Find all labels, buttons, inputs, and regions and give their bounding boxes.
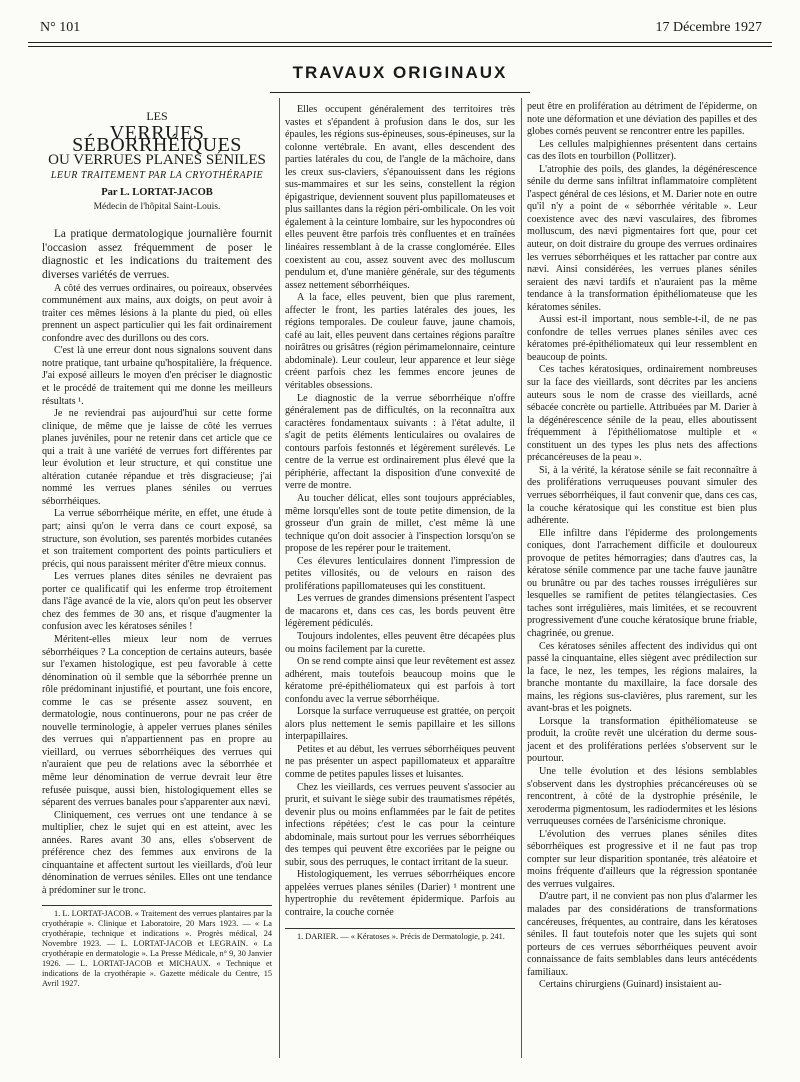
section-title: TRAVAUX ORIGINAUX — [292, 63, 508, 82]
footnote: 1. DARIER. — « Kératoses ». Précis de Dermatologie, p. 241. — [297, 931, 505, 941]
paragraph: Chez les vieillards, ces verrues peuvent s'associer au prurit, et suivant le siège subir des traumatismes répétés, devenir plus ou moins enflammées par le fait de petites infections répétées; c'est le cas pour la ceinture abdominale, mais surtout pour les verrues séborrhéiques des tempes qui peuvent être excoriées par le peigne ou subir, sous des perruques, le contact irritant de la sueur. — [285, 781, 515, 868]
top-rule — [28, 42, 772, 43]
article-affiliation: Médecin de l'hôpital Saint-Louis. — [93, 202, 221, 213]
paragraph: On se rend compte ainsi que leur revêtement est assez adhérent, mais toutefois beaucoup moins que le kératome pré-épithéliomateux qui est parfois à tort confondu avec la verrue séborrhéique. — [285, 656, 515, 705]
paragraph: L'atrophie des poils, des glandes, la dégénérescence sénile du derme sans infiltrat inflammatoire complètent l'aspect général de ces lésions, et M. Darier note en outre qu'il n'y a point de « séborrhée véritable ». Leur coexistence avec des nævi vasculaires, des fibromes molluscum, des nævi pigmentaires fort que, pour cet auteur, on doit distraire du groupe des verrues ordinaires les verrues séborrhéiques et les rattacher par contre aux nævi. Ainsi considérées, les verrues planes séniles seraient des nævi tardifs et n'auraient pas la même tendance à la transformation épithéliomateuse que les kératomes séniles. — [527, 163, 757, 313]
paragraph: Petites et au début, les verrues séborrhéiques peuvent ne pas présenter un aspect papillomateux et apparaître comme de petites papules lisses et luisantes. — [285, 743, 515, 780]
article-subtitle: OU VERRUES PLANES SÉNILES — [48, 151, 266, 168]
paragraph: Lorsque la surface verruqueuse est grattée, on perçoit alors plus nettement le semis papillaire et les sillons interpapillaires. — [285, 706, 515, 743]
paragraph: C'est là une erreur dont nous signalons souvent dans notre pratique, tant urbaine qu'hospitalière, la fréquence. J'ai exposé ailleurs le moyen d'en préciser le diagnostic et le procédé de traitement qui me donne les meilleurs résultats ¹. — [42, 345, 272, 407]
column-1-body — [42, 228, 272, 283]
footnote-rule — [42, 905, 272, 906]
paragraph: Les verrues de grandes dimensions présentent l'aspect de macarons et, dans ces cas, les bords peuvent être légèrement pédiculés. — [285, 593, 515, 630]
column-3 — [527, 101, 757, 992]
paragraph: Ces kératoses séniles affectent des individus qui ont passé la cinquantaine, elles siègent avec prédilection sur la face, le nez, les tempes, les régions malaires, la branche montante du maxillaire, la face dorsale des mains, les régions sus-clavières, plus rarement, sur les avant-bras et les poignets. — [527, 640, 757, 715]
paragraph: Lorsque la transformation épithéliomateuse se produit, la croûte revêt une ulcération du derme sous-jacent et des proliférations perlées s'observent sur le pourtour. — [527, 715, 757, 765]
article-title: VERRUES SÉBORRHÉIQUES — [72, 121, 242, 157]
paragraph: Elles occupent généralement des territoires très vastes et s'épandent à profusion dans le dos, sur les épaules, les régions sus-épineuses, sous-épineuses, sur la colonne vertébrale. En avant, elles descendent des parties latérales du cou, de l'angle de la mâchoire, dans les creux sus-claviers, s'épanouissent dans les régions sus-mammaires et sur les seins, constellent la région épigastrique, deviennent souvent plus papillomateuses et plus saillantes dans la région péri-ombilicale. On les voit également à la ceinture lombaire, sur les hypocondres où elles peuvent être parfois très confluentes et en traînées linéaires ressemblant à de la crasse conglomérée. Elles coexistent au cou, assez souvent avec des molluscum pendulum et, d'une manière générale, sur des téguments assez nettement séborrhéiques. — [285, 104, 515, 291]
paragraph: Au toucher délicat, elles sont toujours appréciables, même lorsqu'elles sont de toute petite dimension, de la grosseur d'un grain de millet, c'est même là une technique qu'on doit associer à l'inspection lorsqu'on se propose de les repérer pour le traitement. — [285, 492, 515, 555]
column-2 — [285, 104, 515, 942]
paragraph: Je ne reviendrai pas aujourd'hui sur cette forme clinique, de même que je laisse de côté les verrues planes juvéniles, pour ne retenir dans cet article que ce qui a trait à une variété de verrues fort différentes par leur évolution et leur structure, et qui constitue une altération cutanée répandue et très disgracieuse; j'ai nommé les verrues planes séniles ou verrues séborrhéiques. — [42, 408, 272, 507]
footnote: 1. L. LORTAT-JACOB. « Traitement des verrues plantaires par la cryothérapie ». Clinique et Laboratoire, 20 Mars 1923. — « La cryothérapie, technique et indications ». Progrès médical, 24 Novembre 1923. — L. LORTAT-JACOB et LEGRAIN. « La cryothérapie en dermatologie ». La Presse Médicale, n° 9, 30 Janvier 1926. — L. LORTAT-JACOB et MICHAUX. « Technique et indications de la cryothérapie ». Gazette médicale du Centre, 15 Avril 1927. — [42, 909, 272, 989]
paragraph: Le diagnostic de la verrue séborrhéique n'offre généralement pas de difficultés, on la reconnaîtra aux caractères fondamentaux suivants : à l'état adulte, il s'agit de petits éléments lenticulaires ou ovalaires de contours parfois festonnés et légèrement surélevés. Le centre de la verrue est ordinairement plus élevé que la périphérie, affectant la disposition d'une convexité de verre de montre. — [285, 392, 515, 492]
paragraph: Ces élevures lenticulaires donnent l'impression de petites villosités, ou de velours en raison des proliférations papillomateuses qui les constituent. — [285, 555, 515, 592]
footnote-rule — [285, 928, 515, 929]
paragraph: peut être en prolifération au détriment de l'épiderme, on note une déformation et une déviation des papilles et des globes cornés peuvent se rencontrer entre les papilles. — [527, 101, 757, 138]
paragraph: Histologiquement, les verrues séborrhéiques encore appelées verrues planes séniles (Darier) ¹ montrent une hypertrophie du revêtement épidermique. Parfois au contraire, la couche cornée — [285, 869, 515, 918]
paragraph: L'évolution des verrues planes séniles dites séborrhéiques est progressive et il ne faut pas trop compter sur leur disparition spontanée, très aléatoire et moins fréquente d'ailleurs que la régression spontanée des verrues vulgaires. — [527, 828, 757, 890]
paragraph: Aussi est-il important, nous semble-t-il, de ne pas confondre de telles verrues planes séniles avec ces kératomes pré-épithéliomateux qui leur ressemblent en beaucoup de points. — [527, 314, 757, 363]
paragraph: Cliniquement, ces verrues ont une tendance à se multiplier, chez le sujet qui en est atteint, avec les années. Rares avant 30 ans, elles s'observent de préférence chez des femmes aux environs de la cinquantaine et affectent surtout les vieillards, d'où leur dénomination de verrues séniles. Elles ont une tendance à prédominer sur le tronc. — [42, 809, 272, 896]
paragraph: A la face, elles peuvent, bien que plus rarement, affecter le front, les parties latérales des joues, les régions temporales. De couleur fauve, jaune chamois, café au lait, elles peuvent dans certaines régions paraître noirâtres ou grisâtres (région périmamelonnaire, ceinture abdominale). Leur couleur, leur apparence et leur siège créent parfois chez les femmes encore jeunes de véritables obsessions. — [285, 292, 515, 392]
paragraph: A côté des verrues ordinaires, ou poireaux, observées communément aux mains, aux doigts, on peut avoir à traiter ces mêmes lésions à la plante du pied, où elles prennent un aspect particulier qui les fait ordinairement confondre avec des durillons ou des cors. — [42, 282, 272, 344]
article-treatment: LEUR TRAITEMENT PAR LA CRYOTHÉRAPIE — [50, 170, 264, 182]
paragraph: D'autre part, il ne convient pas non plus d'alarmer les malades par des considérations de transformations cancéreuses, fréquentes, au contraire, dans les kératoses séniles. Il faut toutefois noter que les sujets qui sont porteurs de ces verrues séborrhéiques peuvent avoir connaissance de faits semblables dans leurs antécédents familiaux. — [527, 891, 757, 978]
paragraph: Elle infiltre dans l'épiderme des prolongements coniques, dont l'arrachement difficile et douloureux provoque de petites hémorragies; dans d'autres cas, la kératose sénile commence par une tache fauve jaunâtre ou brunâtre ou par des taches rousses irrégulières sur lesquelles se ramifient de petites télangiectasies. Ces taches sont irrégulières, mais limitées, et se recouvrent progressivement d'une couche kératosique brune friable, chagrinée, ou grenue. — [527, 527, 757, 639]
article-les: LES — [146, 109, 168, 123]
page-number: N° 101 — [40, 20, 81, 35]
paragraph: Ces taches kératosiques, ordinairement nombreuses sur la face des vieillards, sont décrites par les anciens auteurs sous le nom de crasse des vieillards, acné sébacée concrète ou partielle. Attribuées par M. Darier à la dégénérescence sénile de la peau, elles aboutissent fréquemment à l'épithéliomatose multiple et « constituent un des types les plus nets des affections précancéreuses de la peau ». — [527, 364, 757, 464]
paragraph: Méritent-elles mieux leur nom de verrues séborrhéiques ? La conception de certains auteurs, basée sur l'examen histologique, est peu favorable à cette dénomination où il semble que la séborrhée prenne un rôle prédominant injustifié, et pourtant, une fois encore, comme le cas se présente assez souvent, en dermatologie, nous continuerons, pour ne pas créer de nouvelle terminologie, à appeler verrues planes séniles des verrues qui n'appartiennent pas en propre au vieillard, ou verrues séborrhéiques des verrues qui n'auraient que peu de relations avec la séborrhée et même leur dénomination de verrue devrait leur être refusée puisque, aussi bien, histologiquement elles se séparent des verrues banales pour s'apparenter aux nævi. — [42, 633, 272, 809]
section-bottom-rule — [270, 92, 530, 93]
paragraph: La verrue séborrhéique mérite, en effet, une étude à part; ainsi qu'on le verra dans ce court exposé, sa structure, son évolution, ses parentés morbides cutanées et son traitement comportent des points particuliers et précis, qui nous paraissent mériter d'être mieux connus. — [42, 508, 272, 570]
article-author: Par L. LORTAT-JACOB — [101, 186, 213, 198]
paragraph: Les verrues planes dites séniles ne devraient pas porter ce qualificatif qui les enferme trop étroitement dans l'âge avancé de la vie, alors qu'on peut les observer chez des femmes de 30 ans, et risque d'augmenter la confusion avec les kératoses séniles ! — [42, 571, 272, 633]
section-rule — [28, 46, 772, 47]
paragraph: Une telle évolution et des lésions semblables s'observent dans les dystrophies précancéreuses où se rencontrent, à côté de la dystrophie présénile, le xeroderma pigmentosum, les radiodermites et les lésions verruqueuses cornées de l'arsénicisme chronique. — [527, 765, 757, 828]
paragraph: Toujours indolentes, elles peuvent être décapées plus ou moins facilement par la curette. — [285, 630, 515, 655]
paragraph: Certains chirurgiens (Guinard) insistaient au- — [539, 979, 722, 991]
paragraph: La pratique dermatologique journalière fournit l'occasion assez fréquemment de poser le diagnostic et les indications du traitement des diverses variétés de verrues. — [42, 227, 272, 281]
paragraph: Si, à la vérité, la kératose sénile se fait reconnaître à des proliférations verruqueuses pouvant simuler des verrues séborrhéiques, il faut convenir que, dans ces cas, la couche kératosique qui les constitue est bien plus adhérente. — [527, 464, 757, 527]
page-date: 17 Décembre 1927 — [655, 20, 762, 35]
column-1 — [42, 104, 272, 989]
column-separator-2 — [521, 98, 522, 1058]
paragraph: Les cellules malpighiennes présentent dans certains cas des îlots en tourbillon (Pollitzer). — [527, 138, 757, 163]
column-separator-1 — [279, 98, 280, 1058]
